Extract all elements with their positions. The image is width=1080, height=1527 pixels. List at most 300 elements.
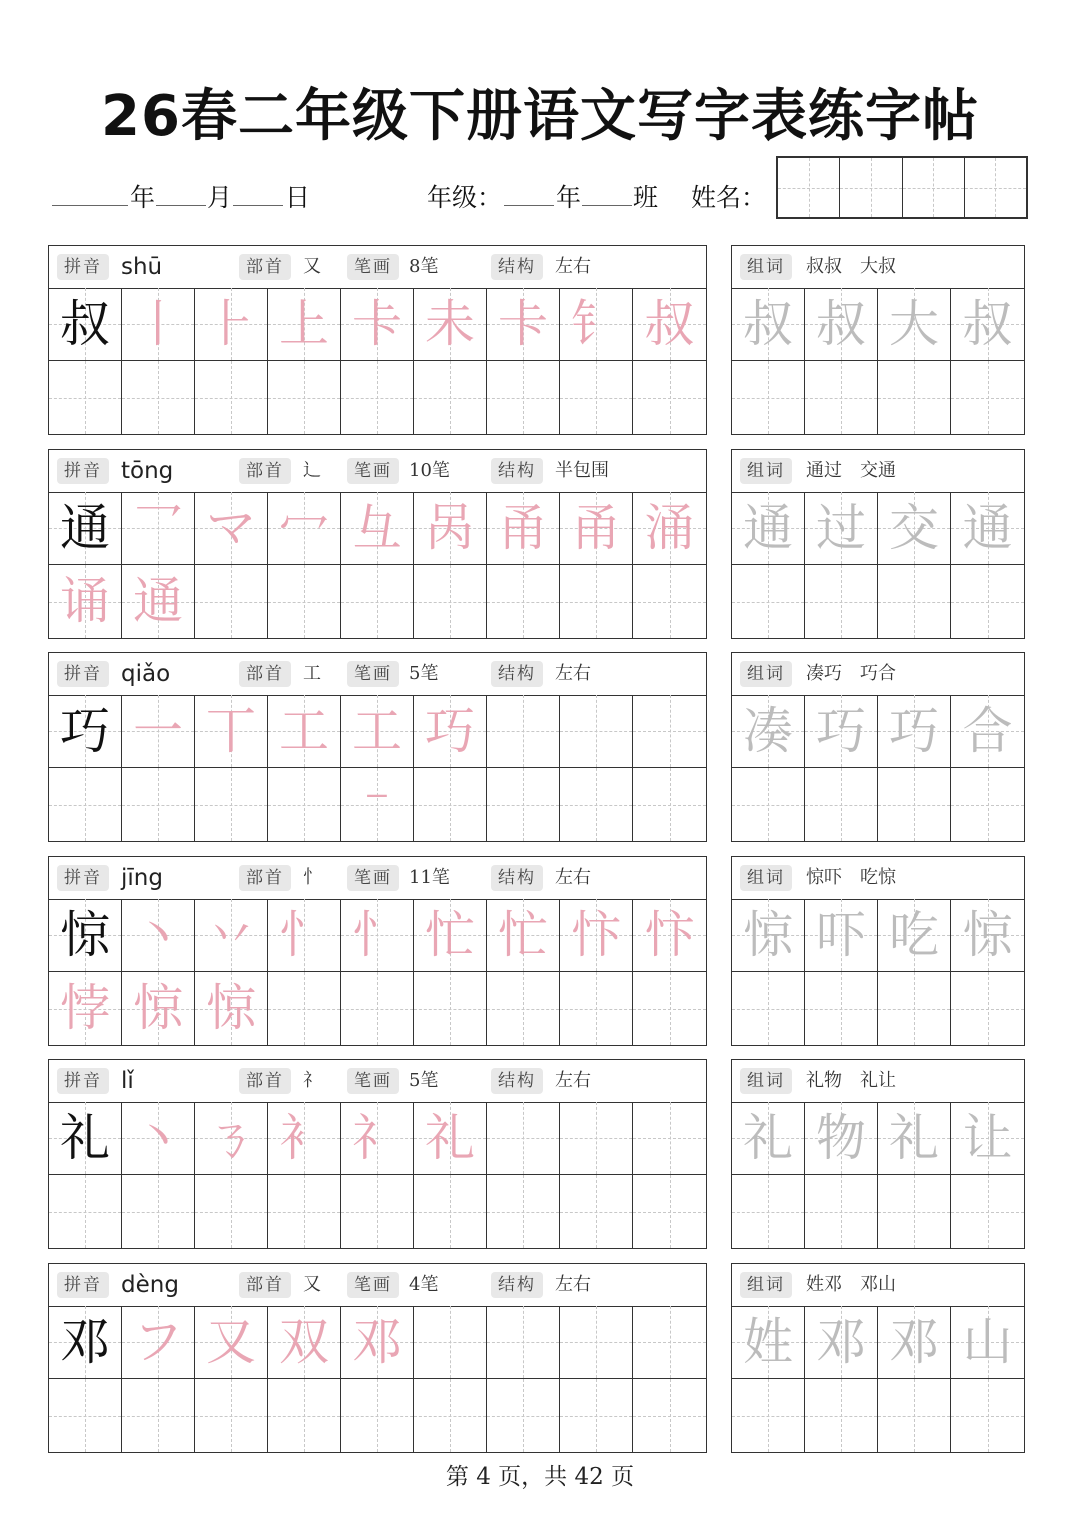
writing-cell[interactable] (268, 972, 341, 1045)
writing-cell[interactable] (732, 695, 805, 768)
trace-character: 叔 (816, 295, 866, 353)
trace-character: 让 (962, 1109, 1013, 1167)
writing-cell[interactable] (732, 768, 805, 841)
structure-tag: 结构 (491, 1068, 543, 1094)
stroke-step: 未 (425, 295, 475, 353)
writing-cell[interactable] (49, 492, 122, 565)
char-practice-panel (48, 652, 707, 842)
writing-cell[interactable] (878, 768, 951, 841)
writing-cell[interactable] (951, 492, 1024, 565)
char-info-bar (49, 450, 706, 493)
writing-cell[interactable] (49, 1379, 122, 1452)
radical-tag: 部首 (239, 1272, 291, 1298)
writing-cell[interactable] (268, 1102, 341, 1175)
radical-value: 辶 (303, 460, 321, 481)
strokes-tag: 笔画 (347, 254, 399, 280)
writing-cell[interactable] (341, 1102, 414, 1175)
writing-cell[interactable] (633, 972, 706, 1045)
trace-character: 山 (962, 1313, 1013, 1371)
pinyin-value: shū (121, 254, 163, 280)
writing-cell[interactable] (805, 695, 878, 768)
stroke-step: 惊 (206, 979, 256, 1037)
pinyin-value: dèng (121, 1272, 179, 1298)
writing-cell[interactable] (487, 695, 560, 768)
writing-cell[interactable] (268, 1379, 341, 1452)
trace-character: 叔 (962, 295, 1013, 353)
trace-character: 惊 (962, 906, 1013, 964)
pinyin-tag: 拼音 (57, 661, 109, 687)
writing-cell[interactable] (195, 695, 268, 768)
trace-character: 姓 (743, 1313, 793, 1371)
char-practice-panel (48, 1059, 707, 1249)
writing-cell[interactable] (122, 1175, 195, 1248)
writing-cell[interactable] (414, 695, 487, 768)
stroke-step: 乛 (133, 499, 183, 557)
writing-cell[interactable] (487, 768, 560, 841)
pinyin-tag: 拼音 (57, 458, 109, 484)
writing-cell[interactable] (341, 695, 414, 833)
word-practice-panel (731, 245, 1025, 435)
trace-character: 凑 (743, 702, 793, 760)
stroke-step: 工⁻ (352, 702, 402, 833)
writing-cell[interactable] (268, 288, 341, 361)
writing-cell[interactable] (414, 361, 487, 434)
model-character: 礼 (60, 1109, 110, 1167)
word-info-bar (732, 857, 1024, 900)
stroke-step: 叔 (644, 295, 695, 353)
char-info-bar (49, 653, 706, 696)
writing-cell[interactable] (414, 1379, 487, 1452)
stroke-step: 上 (279, 295, 329, 353)
grade-label: 年级： (427, 183, 503, 212)
stroke-step: 巧 (425, 702, 475, 760)
trace-character: 惊 (743, 906, 793, 964)
stroke-step: 邓 (352, 1313, 402, 1371)
writing-cell[interactable] (49, 1175, 122, 1248)
writing-cell[interactable] (633, 695, 706, 768)
model-character: 通 (60, 499, 110, 557)
char-practice-panel (48, 245, 707, 435)
strokes-tag: 笔画 (347, 458, 399, 484)
pinyin-tag: 拼音 (57, 254, 109, 280)
radical-tag: 部首 (239, 865, 291, 891)
words-value: 叔叔 大叔 (806, 256, 896, 277)
words-tag: 组词 (740, 661, 792, 687)
class-label: 班 (633, 183, 659, 212)
writing-cell[interactable] (805, 492, 878, 565)
writing-cell[interactable] (487, 361, 560, 434)
writing-cell[interactable] (414, 768, 487, 841)
trace-character: 吃 (889, 906, 939, 964)
writing-cell[interactable] (49, 1102, 122, 1175)
writing-cell[interactable] (878, 1175, 951, 1248)
trace-character: 吓 (816, 906, 866, 964)
writing-cell[interactable] (951, 899, 1024, 972)
radical-tag: 部首 (239, 458, 291, 484)
writing-cell[interactable] (878, 899, 951, 972)
writing-cell[interactable] (633, 565, 706, 638)
year-label: 年 (130, 183, 156, 212)
writing-cell[interactable] (732, 1175, 805, 1248)
strokes-value: 5笔 (409, 663, 439, 684)
writing-cell[interactable] (268, 1306, 341, 1379)
writing-cell[interactable] (122, 1379, 195, 1452)
grade-blank[interactable] (504, 205, 554, 206)
writing-cell[interactable] (195, 1379, 268, 1452)
writing-cell[interactable] (560, 492, 633, 565)
writing-cell[interactable] (560, 1379, 633, 1452)
writing-cell[interactable] (341, 1306, 414, 1379)
writing-cell[interactable] (732, 492, 805, 565)
writing-cell[interactable] (341, 1175, 414, 1248)
radical-tag: 部首 (239, 1068, 291, 1094)
word-practice-panel (731, 856, 1025, 1046)
writing-cell[interactable] (951, 1306, 1024, 1379)
radical-value: 忄 (303, 867, 321, 888)
writing-cell[interactable] (633, 492, 706, 565)
word-practice-panel (731, 1059, 1025, 1249)
pinyin-value: lǐ (121, 1068, 134, 1094)
stroke-step: 忄 (352, 906, 402, 964)
writing-cell[interactable] (414, 1175, 487, 1248)
strokes-tag: 笔画 (347, 1068, 399, 1094)
stroke-step: 丷 (206, 906, 256, 964)
writing-cell[interactable] (49, 1306, 122, 1379)
writing-cell[interactable] (341, 899, 414, 972)
writing-cell[interactable] (732, 1379, 805, 1452)
page-footer: 第 4 页，共 42 页 (445, 1464, 635, 1490)
writing-cell[interactable] (195, 768, 268, 841)
writing-cell[interactable] (414, 492, 487, 565)
writing-cell[interactable] (878, 565, 951, 638)
writing-cell[interactable] (560, 1306, 633, 1379)
day-label: 日 (285, 183, 311, 212)
word-practice-panel (731, 449, 1025, 639)
trace-character: 礼 (889, 1109, 939, 1167)
writing-cell[interactable] (805, 768, 878, 841)
pinyin-value: tōng (121, 458, 174, 484)
stroke-step: 衤 (279, 1109, 329, 1167)
writing-cell[interactable] (487, 565, 560, 638)
writing-cell[interactable] (341, 492, 414, 565)
writing-cell[interactable] (487, 1306, 560, 1379)
writing-cell[interactable] (732, 288, 805, 361)
writing-cell[interactable] (951, 972, 1024, 1045)
writing-cell[interactable] (951, 1379, 1024, 1452)
writing-cell[interactable] (951, 1102, 1024, 1175)
trace-character: 通 (962, 499, 1013, 557)
writing-cell[interactable] (487, 492, 560, 565)
writing-cell[interactable] (195, 899, 268, 972)
char-info-bar (49, 1060, 706, 1103)
writing-cell[interactable] (49, 288, 122, 361)
writing-cell[interactable] (732, 1306, 805, 1379)
writing-cell[interactable] (122, 972, 195, 1045)
writing-cell[interactable] (732, 972, 805, 1045)
writing-cell[interactable] (633, 768, 706, 841)
writing-cell[interactable] (487, 1102, 560, 1175)
stroke-step: 工 (279, 702, 329, 760)
structure-value: 左右 (555, 867, 591, 888)
writing-cell[interactable] (951, 768, 1024, 841)
writing-cell[interactable] (951, 288, 1024, 361)
words-value: 姓邓 邓山 (806, 1274, 896, 1295)
writing-cell[interactable] (49, 899, 122, 972)
month-label: 月 (207, 183, 233, 212)
writing-cell[interactable] (633, 1306, 706, 1379)
writing-cell[interactable] (633, 361, 706, 434)
stroke-step: 悖 (60, 979, 110, 1037)
stroke-step: 钅 (571, 295, 621, 353)
trace-character: 大 (889, 295, 939, 353)
writing-cell[interactable] (487, 288, 560, 361)
model-character: 巧 (60, 702, 110, 760)
stroke-step: 卡 (498, 295, 548, 353)
writing-cell[interactable] (49, 565, 122, 638)
writing-cell[interactable] (633, 1175, 706, 1248)
stroke-step: 一 (133, 702, 183, 760)
writing-cell[interactable] (195, 1306, 268, 1379)
word-practice-panel (731, 1263, 1025, 1453)
name-box[interactable] (778, 158, 840, 217)
writing-cell[interactable] (560, 565, 633, 638)
structure-tag: 结构 (491, 254, 543, 280)
writing-cell[interactable] (414, 288, 487, 361)
stroke-step: 忭 (571, 906, 621, 964)
writing-cell[interactable] (414, 565, 487, 638)
writing-cell[interactable] (878, 1306, 951, 1379)
writing-cell[interactable] (951, 361, 1024, 434)
writing-cell[interactable] (341, 361, 414, 434)
name-box[interactable] (840, 158, 902, 217)
writing-cell[interactable] (122, 565, 195, 638)
writing-cell[interactable] (49, 361, 122, 434)
writing-cell[interactable] (487, 899, 560, 972)
radical-tag: 部首 (239, 254, 291, 280)
trace-character: 邓 (889, 1313, 939, 1371)
model-character: 邓 (60, 1313, 110, 1371)
strokes-value: 5笔 (409, 1070, 439, 1091)
writing-cell[interactable] (878, 695, 951, 768)
writing-cell[interactable] (878, 288, 951, 361)
pinyin-tag: 拼音 (57, 1068, 109, 1094)
stroke-step: マ (206, 499, 256, 557)
strokes-value: 10笔 (409, 460, 450, 481)
writing-cell[interactable] (951, 1175, 1024, 1248)
writing-cell[interactable] (633, 1379, 706, 1452)
char-info-bar (49, 246, 706, 289)
writing-cell[interactable] (732, 899, 805, 972)
stroke-step: ⺊ (206, 295, 256, 353)
writing-cell[interactable] (414, 1306, 487, 1379)
writing-cell[interactable] (195, 1175, 268, 1248)
words-tag: 组词 (740, 254, 792, 280)
trace-character: 邓 (816, 1313, 866, 1371)
writing-cell[interactable] (268, 768, 341, 841)
strokes-value: 4笔 (409, 1274, 439, 1295)
writing-cell[interactable] (560, 361, 633, 434)
pinyin-tag: 拼音 (57, 865, 109, 891)
writing-cell[interactable] (268, 1175, 341, 1248)
writing-cell[interactable] (732, 1102, 805, 1175)
radical-value: 又 (303, 256, 321, 277)
writing-cell[interactable] (122, 492, 195, 565)
stroke-step: 双 (279, 1313, 329, 1371)
day-blank[interactable] (233, 205, 283, 206)
words-tag: 组词 (740, 1272, 792, 1298)
stroke-step: 礻 (352, 1109, 402, 1167)
writing-cell[interactable] (414, 1102, 487, 1175)
trace-character: 叔 (743, 295, 793, 353)
stroke-step: 忄 (279, 906, 329, 964)
word-info-bar (732, 1264, 1024, 1307)
strokes-value: 11笔 (409, 867, 450, 888)
writing-cell[interactable] (268, 361, 341, 434)
stroke-step: 甬 (498, 499, 548, 557)
writing-cell[interactable] (805, 1306, 878, 1379)
radical-tag: 部首 (239, 661, 291, 687)
stroke-step: 又 (206, 1313, 256, 1371)
stroke-step: ㄋ (206, 1109, 256, 1167)
writing-cell[interactable] (633, 899, 706, 972)
writing-cell[interactable] (122, 1102, 195, 1175)
writing-cell[interactable] (878, 1102, 951, 1175)
trace-character: 物 (816, 1109, 866, 1167)
writing-cell[interactable] (487, 972, 560, 1045)
writing-cell[interactable] (633, 1102, 706, 1175)
writing-cell[interactable] (195, 361, 268, 434)
writing-cell[interactable] (49, 972, 122, 1045)
trace-character: 过 (816, 499, 866, 557)
structure-tag: 结构 (491, 1272, 543, 1298)
writing-cell[interactable] (560, 288, 633, 361)
writing-cell[interactable] (414, 899, 487, 972)
writing-cell[interactable] (633, 288, 706, 361)
writing-cell[interactable] (268, 899, 341, 972)
writing-cell[interactable] (195, 972, 268, 1045)
writing-cell[interactable] (732, 361, 805, 434)
name-box[interactable] (965, 158, 1026, 217)
writing-cell[interactable] (268, 565, 341, 638)
writing-cell[interactable] (122, 1306, 195, 1379)
writing-cell[interactable] (341, 1379, 414, 1452)
writing-cell[interactable] (805, 565, 878, 638)
writing-cell[interactable] (560, 972, 633, 1045)
pinyin-value: jīng (121, 865, 163, 891)
writing-cell[interactable] (195, 492, 268, 565)
writing-cell[interactable] (805, 972, 878, 1045)
writing-cell[interactable] (341, 288, 414, 361)
writing-cell[interactable] (122, 288, 195, 361)
stroke-step: 涌 (644, 499, 695, 557)
stroke-step: 丨 (133, 295, 183, 353)
writing-cell[interactable] (487, 1379, 560, 1452)
stroke-step: 冖 (279, 499, 329, 557)
writing-cell[interactable] (878, 1379, 951, 1452)
writing-cell[interactable] (560, 899, 633, 972)
model-character: 叔 (60, 295, 110, 353)
writing-cell[interactable] (122, 361, 195, 434)
writing-cell[interactable] (878, 361, 951, 434)
structure-value: 左右 (555, 1274, 591, 1295)
writing-cell[interactable] (195, 288, 268, 361)
writing-cell[interactable] (951, 695, 1024, 768)
writing-cell[interactable] (560, 768, 633, 841)
page-title: 26春二年级下册语文写字表练字帖 (101, 84, 979, 149)
word-info-bar (732, 246, 1024, 289)
writing-cell[interactable] (560, 1175, 633, 1248)
writing-cell[interactable] (805, 1379, 878, 1452)
char-practice-panel (48, 856, 707, 1046)
words-value: 通过 交通 (806, 460, 896, 481)
trace-character: 交 (889, 499, 939, 557)
writing-cell[interactable] (195, 1102, 268, 1175)
writing-cell[interactable] (805, 361, 878, 434)
writing-cell[interactable] (805, 1102, 878, 1175)
class-blank[interactable] (582, 205, 632, 206)
word-practice-panel (731, 652, 1025, 842)
structure-value: 左右 (555, 663, 591, 684)
name-label: 姓名： (691, 183, 767, 212)
writing-cell[interactable] (122, 695, 195, 768)
writing-cell[interactable] (414, 972, 487, 1045)
strokes-tag: 笔画 (347, 661, 399, 687)
writing-cell[interactable] (268, 695, 341, 768)
structure-tag: 结构 (491, 661, 543, 687)
writing-cell[interactable] (805, 288, 878, 361)
writing-cell[interactable] (560, 1102, 633, 1175)
strokes-tag: 笔画 (347, 865, 399, 891)
writing-cell[interactable] (560, 695, 633, 768)
structure-value: 左右 (555, 1070, 591, 1091)
structure-value: 半包围 (555, 460, 609, 481)
writing-cell[interactable] (122, 768, 195, 841)
char-practice-panel (48, 1263, 707, 1453)
name-box[interactable] (903, 158, 965, 217)
writing-cell[interactable] (878, 972, 951, 1045)
pinyin-value: qiǎo (121, 661, 171, 687)
words-value: 凑巧 巧合 (806, 663, 896, 684)
year-blank[interactable] (52, 205, 128, 206)
word-info-bar (732, 653, 1024, 696)
stroke-step: 忙 (498, 906, 548, 964)
writing-cell[interactable] (195, 565, 268, 638)
trace-character: 礼 (743, 1109, 793, 1167)
writing-cell[interactable] (122, 899, 195, 972)
writing-cell[interactable] (878, 492, 951, 565)
words-tag: 组词 (740, 458, 792, 484)
stroke-step: 通 (133, 572, 183, 630)
writing-cell[interactable] (268, 492, 341, 565)
radical-value: 又 (303, 1274, 321, 1295)
name-boxes[interactable] (776, 156, 1028, 219)
stroke-step: 丅 (206, 702, 256, 760)
writing-cell[interactable] (49, 695, 122, 768)
structure-value: 左右 (555, 256, 591, 277)
writing-cell[interactable] (805, 899, 878, 972)
month-blank[interactable] (156, 205, 206, 206)
writing-cell[interactable] (805, 1175, 878, 1248)
strokes-value: 8笔 (409, 256, 439, 277)
writing-cell[interactable] (341, 565, 414, 638)
writing-cell[interactable] (341, 972, 414, 1045)
writing-cell[interactable] (487, 1175, 560, 1248)
writing-cell[interactable] (951, 565, 1024, 638)
stroke-step: 丶 (133, 906, 183, 964)
writing-cell[interactable] (732, 565, 805, 638)
words-value: 惊吓 吃惊 (806, 867, 896, 888)
writing-cell[interactable] (49, 768, 122, 841)
